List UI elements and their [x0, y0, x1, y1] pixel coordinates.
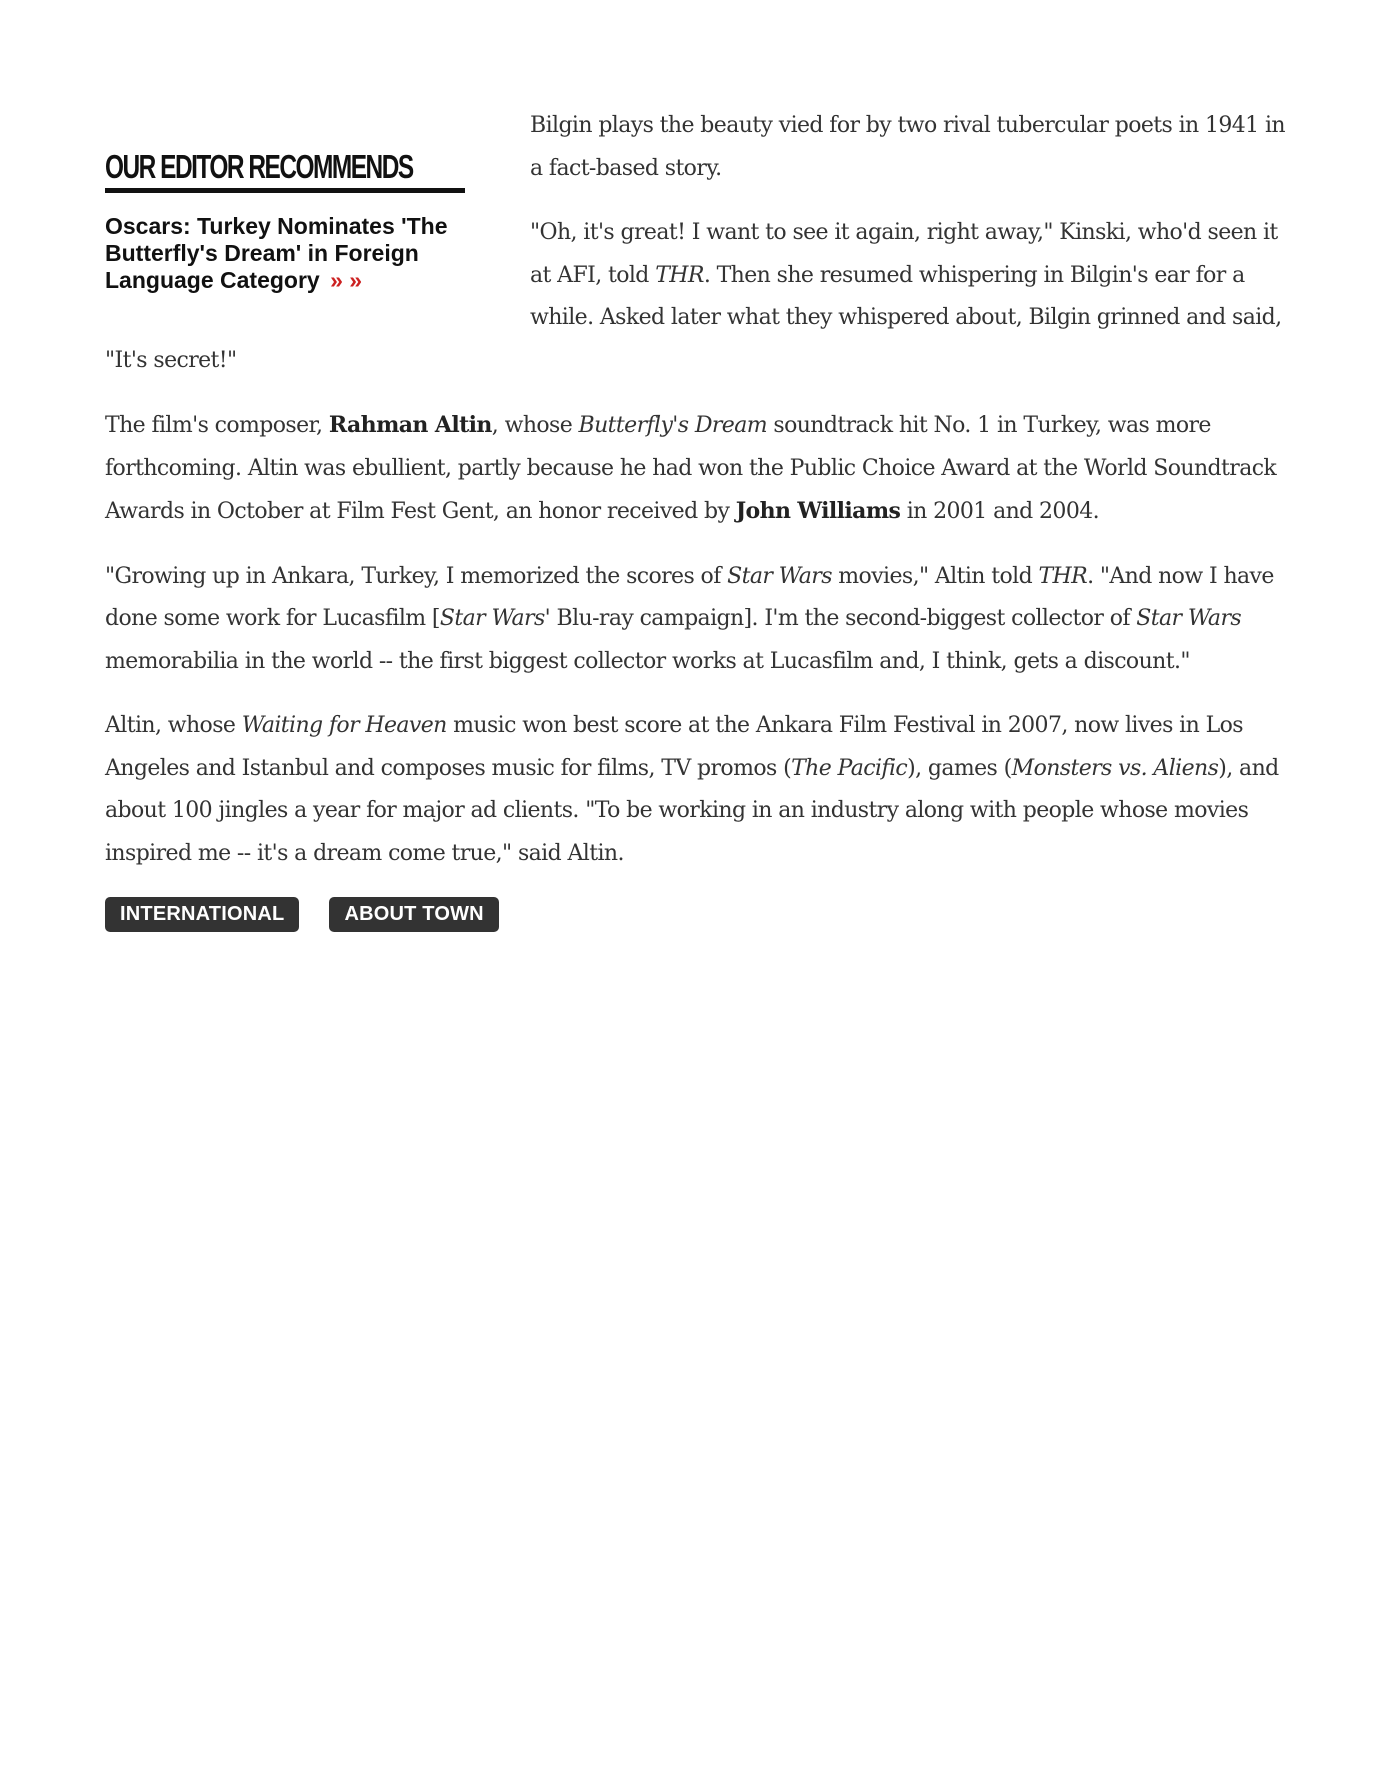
article-paragraph-3: The film's composer, Rahman Altin, whose Butterfly's Dream soundtrack hit No. 1 in Turkey, was more forthcoming. Altin was ebullient, partly because he had won the Public Choice Award at the World Soundtrack Awards in October at Film Fest Gent, an honor received by John Williams in 2001 and 2004. — [105, 412, 1277, 524]
tag-international[interactable]: INTERNATIONAL — [105, 897, 299, 932]
tag-about-town[interactable]: ABOUT TOWN — [329, 897, 498, 932]
double-chevron-right-icon: » » — [330, 267, 363, 293]
editor-recommends-sidebar — [105, 147, 465, 294]
article-page — [105, 105, 1295, 932]
sidebar-heading: OUR EDITOR RECOMMENDS — [105, 148, 413, 185]
recommended-article-title: Oscars: Turkey Nominates 'The Butterfly's Dream' in Foreign Language Category — [105, 213, 448, 293]
sidebar-divider — [105, 188, 465, 193]
tag-list — [105, 897, 1295, 932]
person-name: John Williams — [735, 498, 901, 524]
article-paragraph-5: Altin, whose Waiting for Heaven music won best score at the Ankara Film Festival in 2007, now lives in Los Angeles and Istanbul and composes music for films, TV promos (The Pacific), games (Monsters vs. Aliens), and about 100 jingles a year for major ad clients. "To be working in an industry along with people whose movies inspired me -- it's a dream come true," said Altin. — [105, 713, 1279, 866]
article-paragraph-4: "Growing up in Ankara, Turkey, I memorized the scores of Star Wars movies," Altin told THR. "And now I have done some work for Lucasfilm [Star Wars' Blu-ray campaign]. I'm the second-biggest collector of Star Wars memorabilia in the world -- the first biggest collector works at Lucasfilm and, I think, gets a discount." — [105, 563, 1274, 674]
article-paragraph-2: "Oh, it's great! I want to see it again, right away," Kinski, who'd seen it at AFI, told THR. Then she resumed whispering in Bilgin's ear for a while. Asked later what they whispered about, Bilgin grinned and said, "It's secret!" — [105, 220, 1282, 373]
article-paragraph-1: Bilgin plays the beauty vied for by two rival tubercular poets in 1941 in a fact-based story. — [530, 113, 1285, 181]
person-name: Rahman Altin — [328, 412, 492, 438]
recommended-article-link[interactable] — [105, 213, 465, 294]
